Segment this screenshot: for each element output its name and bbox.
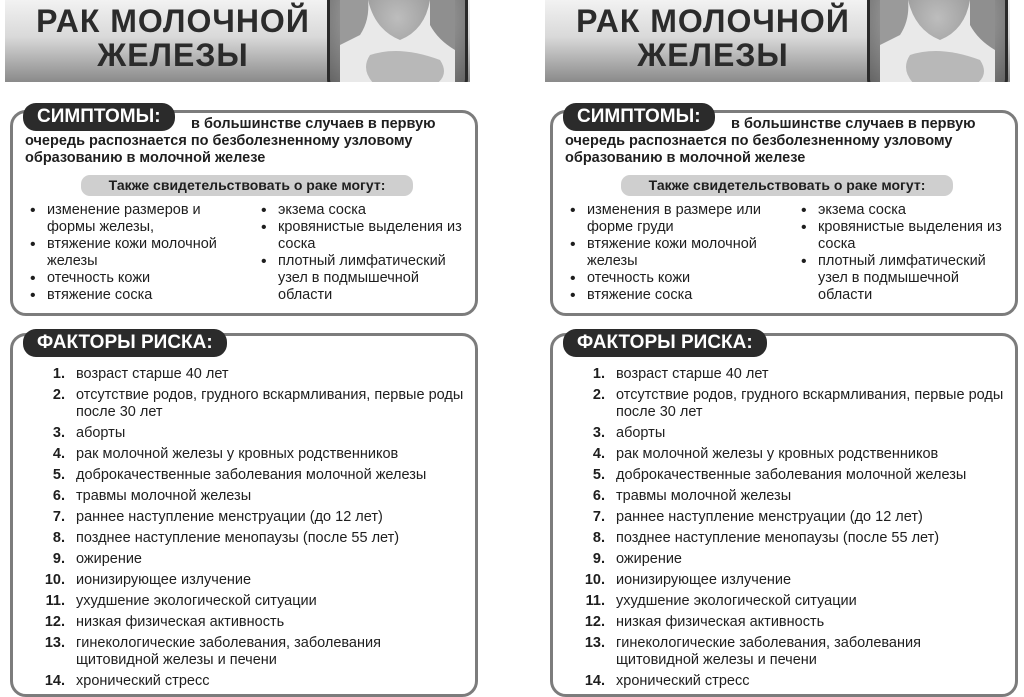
risk-factors-box	[550, 333, 1018, 697]
item-number: 1.	[52, 366, 65, 382]
woman-illustration	[870, 0, 1005, 82]
list-item: • втяжение кожи молочной железы	[567, 236, 782, 270]
item-number: 6.	[592, 488, 605, 504]
item-number: 6.	[52, 488, 65, 504]
item-text: позднее наступление менопаузы (после 55 лет)	[76, 530, 400, 546]
list-item	[573, 387, 1006, 421]
item-text: аборты	[616, 425, 666, 441]
risk-factors-list	[573, 366, 1006, 694]
list-item: • плотный лимфатический узел в подмышечной области	[258, 253, 468, 304]
list-item	[33, 467, 466, 484]
woman-photo	[867, 0, 1008, 82]
list-item: • втяжение соска	[27, 287, 242, 304]
list-item	[573, 366, 1006, 383]
list-item: • втяжение соска	[567, 287, 782, 304]
item-text: раннее наступление менструации (до 12 лет)	[616, 509, 923, 525]
item-text: низкая физическая активность	[76, 614, 285, 630]
list-item	[573, 446, 1006, 463]
list-item	[33, 551, 466, 568]
item-number: 4.	[592, 446, 605, 462]
item-text: возраст старше 40 лет	[76, 366, 229, 382]
symptoms-label: СИМПТОМЫ:	[563, 103, 715, 131]
list-item	[33, 387, 466, 421]
item-number: 2.	[52, 387, 65, 403]
symptoms-intro: в большинстве случаев в первую очередь распознается по безболезненному узловому образованию в молочной железе	[565, 116, 976, 166]
item-number: 3.	[52, 425, 65, 441]
list-item	[33, 593, 466, 610]
poster-title: РАК МОЛОЧНОЙ ЖЕЛЕЗЫ	[36, 3, 310, 73]
list-item: • отечность кожи	[567, 270, 782, 287]
item-number: 11.	[45, 593, 65, 609]
list-item	[33, 366, 466, 383]
item-number: 7.	[52, 509, 65, 525]
symptoms-list-col1	[567, 202, 782, 304]
item-number: 8.	[52, 530, 65, 546]
list-item: • изменение размеров и формы железы,	[27, 202, 242, 236]
list-item	[573, 551, 1006, 568]
list-item	[573, 509, 1006, 526]
list-item	[33, 446, 466, 463]
list-item	[573, 593, 1006, 610]
item-number: 14.	[44, 673, 65, 689]
item-number: 12.	[584, 614, 605, 630]
symptoms-box	[10, 106, 478, 316]
item-number: 13.	[584, 635, 605, 651]
header-banner	[545, 0, 1010, 82]
item-number: 2.	[592, 387, 605, 403]
item-number: 4.	[52, 446, 65, 462]
item-number: 10.	[44, 572, 65, 588]
item-number: 5.	[592, 467, 605, 483]
item-text: хронический стресс	[76, 673, 210, 689]
list-item	[573, 673, 1006, 690]
item-text: отсутствие родов, грудного вскармливания, первые роды после 30 лет	[76, 387, 464, 420]
item-text: гинекологические заболевания, заболевания щитовидной железы и печени	[616, 635, 921, 668]
list-item	[573, 467, 1006, 484]
also-indicate-label: Также свидетельствовать о раке могут:	[621, 175, 953, 196]
also-indicate-label: Также свидетельствовать о раке могут:	[81, 175, 413, 196]
item-text: ухудшение экологической ситуации	[616, 593, 857, 609]
risk-factors-box	[10, 333, 478, 697]
symptoms-box	[550, 106, 1018, 316]
item-text: рак молочной железы у кровных родственников	[76, 446, 399, 462]
list-item: • кровянистые выделения из соска	[798, 219, 1008, 253]
item-text: низкая физическая активность	[616, 614, 825, 630]
item-number: 13.	[44, 635, 65, 651]
item-text: ухудшение экологической ситуации	[76, 593, 317, 609]
poster-title: РАК МОЛОЧНОЙ ЖЕЛЕЗЫ	[576, 3, 850, 73]
item-text: травмы молочной железы	[76, 488, 252, 504]
risk-factors-label: ФАКТОРЫ РИСКА:	[563, 329, 767, 357]
item-text: гинекологические заболевания, заболевания щитовидной железы и печени	[76, 635, 381, 668]
item-number: 10.	[584, 572, 605, 588]
item-text: ионизирующее излучение	[76, 572, 252, 588]
list-item	[33, 673, 466, 690]
risk-factors-list	[33, 366, 466, 694]
item-number: 12.	[44, 614, 65, 630]
item-number: 11.	[585, 593, 605, 609]
item-text: травмы молочной железы	[616, 488, 792, 504]
list-item	[33, 572, 466, 589]
list-item: • плотный лимфатический узел в подмышечной области	[798, 253, 1008, 304]
list-item: • отечность кожи	[27, 270, 242, 287]
item-number: 1.	[592, 366, 605, 382]
list-item: • втяжение кожи молочной железы	[27, 236, 242, 270]
risk-factors-label: ФАКТОРЫ РИСКА:	[23, 329, 227, 357]
item-text: доброкачественные заболевания молочной железы	[616, 467, 967, 483]
item-number: 9.	[52, 551, 65, 567]
list-item	[573, 635, 1006, 669]
item-number: 14.	[584, 673, 605, 689]
list-item	[573, 488, 1006, 505]
item-number: 5.	[52, 467, 65, 483]
list-item	[573, 614, 1006, 631]
list-item	[33, 509, 466, 526]
poster-panel-left	[5, 0, 480, 697]
list-item	[33, 530, 466, 547]
header-banner	[5, 0, 470, 82]
woman-photo	[327, 0, 468, 82]
list-item	[573, 572, 1006, 589]
item-text: возраст старше 40 лет	[616, 366, 769, 382]
list-item: • экзема соска	[798, 202, 1008, 219]
item-text: хронический стресс	[616, 673, 750, 689]
list-item	[33, 635, 466, 669]
item-number: 3.	[592, 425, 605, 441]
item-text: позднее наступление менопаузы (после 55 лет)	[616, 530, 940, 546]
symptoms-list-col2	[258, 202, 468, 304]
item-text: отсутствие родов, грудного вскармливания, первые роды после 30 лет	[616, 387, 1004, 420]
list-item: • экзема соска	[258, 202, 468, 219]
item-text: ожирение	[616, 551, 683, 567]
item-number: 9.	[592, 551, 605, 567]
list-item	[33, 614, 466, 631]
list-item	[33, 425, 466, 442]
item-number: 7.	[592, 509, 605, 525]
item-text: ожирение	[76, 551, 143, 567]
list-item: • изменения в размере или форме груди	[567, 202, 782, 236]
list-item	[33, 488, 466, 505]
list-item: • кровянистые выделения из соска	[258, 219, 468, 253]
woman-illustration	[330, 0, 465, 82]
item-text: рак молочной железы у кровных родственников	[616, 446, 939, 462]
item-text: аборты	[76, 425, 126, 441]
symptoms-intro: в большинстве случаев в первую очередь распознается по безболезненному узловому образованию в молочной железе	[25, 116, 436, 166]
item-text: ионизирующее излучение	[616, 572, 792, 588]
poster-panel-right	[545, 0, 1020, 697]
list-item	[573, 425, 1006, 442]
symptoms-list-col1	[27, 202, 242, 304]
item-number: 8.	[592, 530, 605, 546]
symptoms-label: СИМПТОМЫ:	[23, 103, 175, 131]
item-text: раннее наступление менструации (до 12 лет)	[76, 509, 383, 525]
list-item	[573, 530, 1006, 547]
item-text: доброкачественные заболевания молочной железы	[76, 467, 427, 483]
symptoms-list-col2	[798, 202, 1008, 304]
